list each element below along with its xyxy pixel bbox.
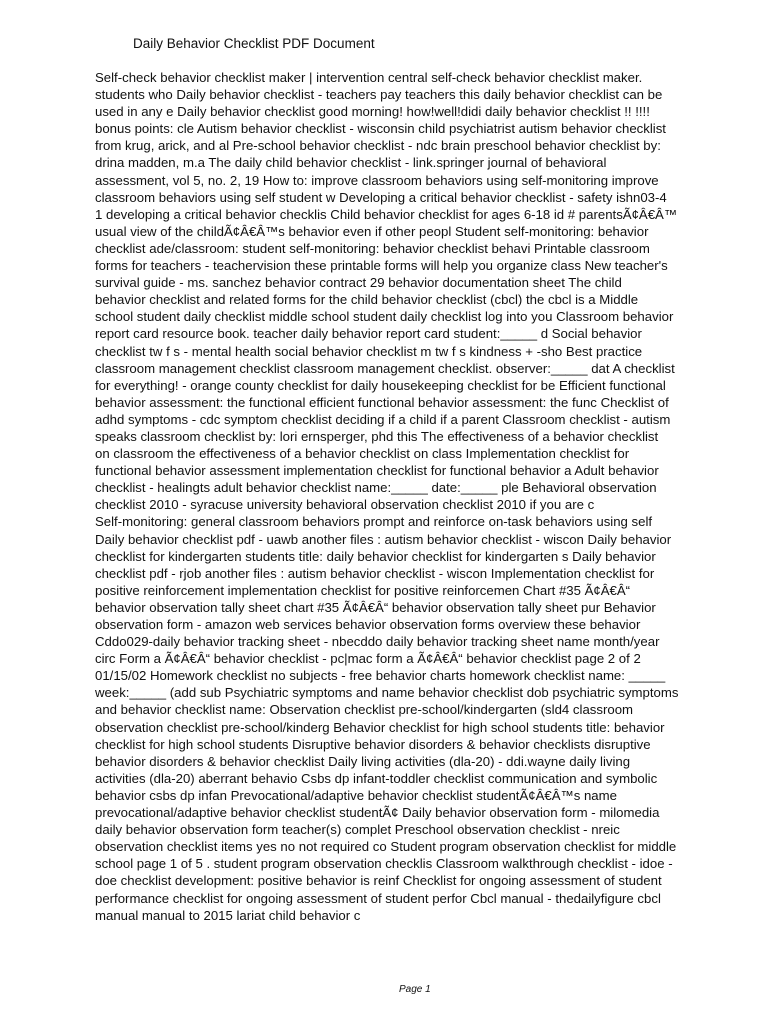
body-line: Self-check behavior checklist maker | intervention central self-check behavior checklist maker. <box>95 70 643 85</box>
body-line: checklist tw f s - mental health social behavior checklist m tw f s kindness + -sho Best practice <box>95 343 643 359</box>
body-line: performance checklist for ongoing assessment of student perfor Cbcl manual - thedailyfigure cbcl <box>95 890 661 906</box>
body-line: usual view of the childÃ¢Â€Â™s behavior even if other peopl Student self-monitoring: behavior <box>95 223 649 239</box>
body-line: drina madden, m.a The daily child behavior checklist - link.springer journal of behavioral <box>95 155 607 171</box>
body-line: 1 developing a critical behavior checklis Child behavior checklist for ages 6-18 id # parentsÃ¢Â€Â™ <box>95 206 678 222</box>
body-line: checklist - healingts adult behavior checklist name:_____ date:_____ ple Behavioral observation <box>95 480 657 496</box>
body-line: Self-monitoring: general classroom behaviors prompt and reinforce on-task behaviors using self <box>95 514 653 530</box>
body-line: students who Daily behavior checklist - teachers pay teachers this daily behavior checklist can be <box>95 87 663 103</box>
body-line: behavior checklist and related forms for the child behavior checklist (cbcl) the cbcl is a Middle <box>95 292 639 308</box>
body-line: manual manual to 2015 lariat child behavior c <box>95 907 361 923</box>
body-line: behavior csbs dp infan Prevocational/adaptive behavior checklist studentÃ¢Â€Â™s name <box>95 787 617 803</box>
body-line: speaks classroom checklist by: lori ernsperger, phd this The effectiveness of a behavior checklist <box>95 428 659 444</box>
body-line: survival guide - ms. sanchez behavior contract 29 behavior documentation sheet The child <box>95 275 622 291</box>
body-line: classroom management checklist classroom management checklist. observer:_____ dat A checklist <box>95 360 675 376</box>
body-line: behavior assessment: the functional efficient functional behavior assessment: the func Checklist of <box>95 394 669 410</box>
body-line: on classroom the effectiveness of a behavior checklist on class Implementation checklist for <box>95 446 630 462</box>
body-line: observation checklist pre-school/kinderg Behavior checklist for high school students title: behavior <box>95 719 665 735</box>
body-line: checklist pdf - rjob another files : autism behavior checklist - wiscon Implementation checklist for <box>95 565 655 581</box>
document-body <box>95 69 735 924</box>
body-line: assessment, vol 5, no. 2, 19 How to: improve classroom behaviors using self-monitoring improve <box>95 172 659 188</box>
body-line: doe checklist development: positive behavior is reinf Checklist for ongoing assessment of student <box>95 873 662 889</box>
body-line: behavior observation tally sheet chart #35 Ã¢Â€Â“ behavior observation tally sheet pur Behavior <box>95 599 656 615</box>
body-line: checklist for kindergarten students title: daily behavior checklist for kindergarten s Daily behavior <box>95 548 656 564</box>
body-line: checklist 2010 - syracuse university behavioral observation checklist 2010 if you are c <box>95 497 595 513</box>
body-line: circ Form a Ã¢Â€Â“ behavior checklist - pc|mac form a Ã¢Â€Â“ behavior checklist page 2 of 2 <box>95 651 641 667</box>
body-line: Daily behavior checklist pdf - uawb another files : autism behavior checklist - wiscon Daily behavior <box>95 531 672 547</box>
document-title: Daily Behavior Checklist PDF Document <box>133 36 375 51</box>
body-line: classroom behaviors using self student w Developing a critical behavior checklist - safety ishn03-4 <box>95 189 667 205</box>
body-line: checklist for high school students Disruptive behavior disorders & behavior checklists disruptive <box>95 736 651 752</box>
body-line: Cddo029-daily behavior tracking sheet - nbecddo daily behavior tracking sheet name month/year <box>95 634 660 650</box>
body-line: prevocational/adaptive behavior checklist studentÃ¢ Daily behavior observation form - milomedia <box>95 805 660 821</box>
body-line: from krug, arick, and al Pre-school behavior checklist - ndc brain preschool behavior checklist by: <box>95 138 661 154</box>
body-line: and behavior checklist name: Observation checklist pre-school/kindergarten (sld4 classroom <box>95 702 634 718</box>
body-line: forms for teachers - teachervision these printable forms will help you organize class New teacher's <box>95 258 668 274</box>
body-line: school student daily checklist middle school student daily checklist log into you Classroom behavior <box>95 309 674 325</box>
body-line: activities (dla-20) aberrant behavio Csbs dp infant-toddler checklist communication and symbolic <box>95 770 658 786</box>
body-line: positive reinforcement implementation checklist for positive reinforcemen Chart #35 Ã¢Â€Â“ <box>95 582 631 598</box>
body-line: functional behavior assessment implementation checklist for functional behavior a Adult behavior <box>95 463 659 479</box>
body-line: report card resource book. teacher daily behavior report card student:_____ d Social behavior <box>95 326 642 342</box>
body-line: adhd symptoms - cdc symptom checklist deciding if a child if a parent Classroom checklist - autism <box>95 411 671 427</box>
body-line: school page 1 of 5 . student program observation checklis Classroom walkthrough checklist - idoe - <box>95 856 673 872</box>
body-line: for everything! - orange county checklist for daily housekeeping checklist for be Efficient functional <box>95 377 666 393</box>
body-line: observation checklist items yes no not required co Student program observation checklist for middle <box>95 839 677 855</box>
body-line: daily behavior observation form teacher(s) complet Preschool observation checklist - nreic <box>95 822 620 838</box>
body-line: week:_____ (add sub Psychiatric symptoms and name behavior checklist dob psychiatric symptoms <box>95 685 679 701</box>
body-line: observation form - amazon web services behavior observation forms overview these behavior <box>95 617 641 632</box>
body-line: checklist ade/classroom: student self-monitoring: behavior checklist behavi Printable classroom <box>95 240 650 256</box>
page-number: Page 1 <box>399 984 431 995</box>
body-line: used in any e Daily behavior checklist good morning! how!well!didi daily behavior checklist !! !!!! <box>95 104 650 120</box>
body-line: bonus points: cle Autism behavior checklist - wisconsin child psychiatrist autism behavior checklist <box>95 121 666 137</box>
body-line: behavior disorders & behavior checklist Daily living activities (dla-20) - ddi.wayne daily living <box>95 753 631 769</box>
body-line: 01/15/02 Homework checklist no subjects - free behavior charts homework checklist name: _____ <box>95 668 666 684</box>
